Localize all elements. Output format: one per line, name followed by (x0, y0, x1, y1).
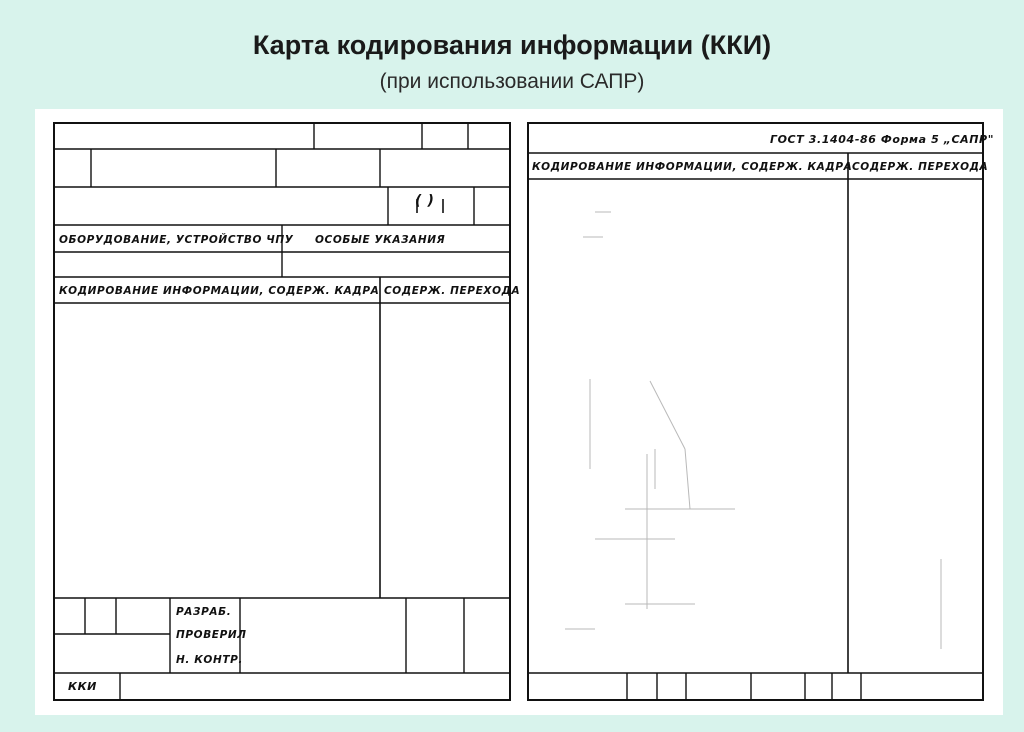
form1-developed-label: РАЗРАБ. (176, 606, 232, 618)
form1-doc-code: ККИ (68, 680, 97, 693)
form1-special-label: ОСОБЫЕ УКАЗАНИЯ (315, 234, 446, 246)
scan-noise (565, 212, 941, 649)
form1-coding-label: КОДИРОВАНИЕ ИНФОРМАЦИИ, СОДЕРЖ. КАДРА (59, 285, 380, 297)
form2-coding-label: КОДИРОВАНИЕ ИНФОРМАЦИИ, СОДЕРЖ. КАДРА (532, 161, 853, 173)
slide-title: Карта кодирования информации (ККИ) (252, 30, 772, 60)
form2-grid (528, 123, 983, 700)
form1-equipment-label: ОБОРУДОВАНИЕ, УСТРОЙСТВО ЧПУ (59, 234, 294, 246)
form1-grid (54, 123, 510, 700)
form1-checked-label: ПРОВЕРИЛ (176, 629, 247, 641)
form2-transition-label: СОДЕРЖ. ПЕРЕХОДА (852, 161, 989, 173)
form-sheet (35, 109, 1003, 715)
form1-norm-control-label: Н. КОНТР. (176, 654, 243, 666)
form-grid-lines (35, 109, 1003, 715)
form2-standard: ГОСТ 3.1404-86 Форма 5 „САПР" (770, 133, 995, 146)
form1-marker: ( ) (415, 193, 435, 209)
slide-subtitle: (при использовании САПР) (379, 70, 645, 93)
form1-transition-label: СОДЕРЖ. ПЕРЕХОДА (384, 285, 521, 297)
